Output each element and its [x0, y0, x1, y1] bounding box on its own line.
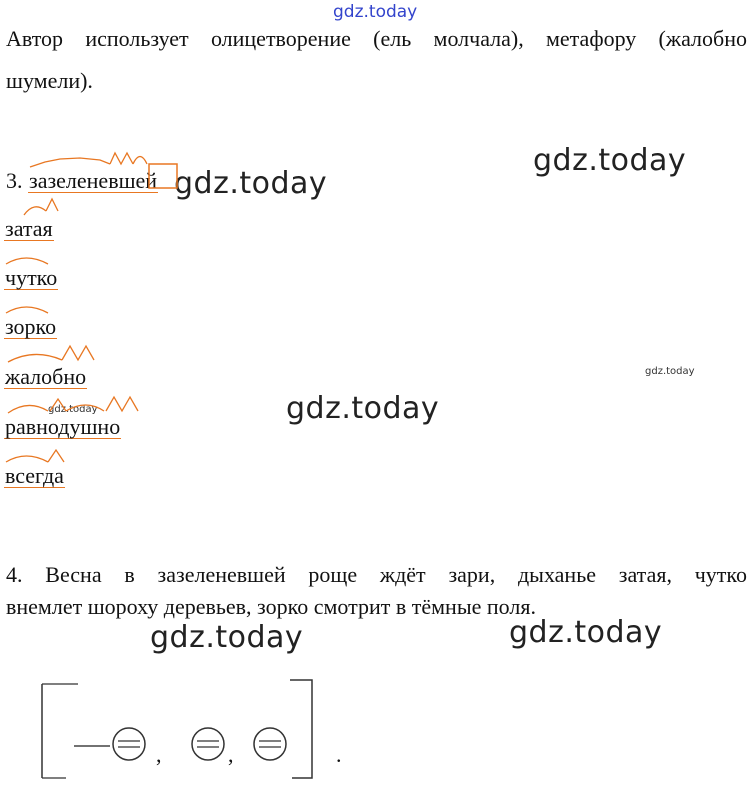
task-number: 3.	[6, 168, 23, 193]
intro-paragraph	[6, 28, 747, 50]
morpheme-marks-word-2	[0, 195, 80, 225]
watermark: gdz.today	[533, 143, 687, 178]
morpheme-marks-word-1	[0, 145, 200, 195]
parsed-word: равнодушно	[5, 414, 121, 439]
scheme-comma: ,	[228, 742, 234, 767]
morpheme-marks-word-7	[0, 444, 90, 474]
watermark: gdz.today	[509, 615, 663, 650]
task4-paragraph	[6, 564, 747, 586]
parsed-word: зорко	[5, 314, 57, 339]
intro-line-1: Автор использует олицетворение (ель молчала), метафору (жалобно	[6, 26, 747, 51]
morpheme-marks-word-4	[0, 295, 80, 325]
scheme-comma: ,	[156, 742, 162, 767]
intro-line-2: шумели).	[6, 68, 93, 93]
watermark: gdz.today	[286, 391, 440, 426]
watermark: gdz.today	[174, 166, 328, 201]
parsed-word: затая	[5, 216, 53, 241]
task4-line-2: внемлет шороху деревьев, зорко смотрит в тёмные поля.	[6, 594, 536, 619]
task4-line-1: 4. Весна в зазеленевшей роще ждёт зари, дыханье затая, чутко	[6, 562, 747, 587]
watermark: gdz.today	[333, 2, 418, 22]
parsed-word: жалобно	[5, 364, 87, 389]
parsed-word: чутко	[5, 265, 58, 290]
morpheme-marks-word-5	[0, 342, 110, 372]
morpheme-marks-word-3	[0, 246, 80, 276]
watermark: gdz.today	[150, 620, 304, 655]
morpheme-marks-word-6	[0, 393, 150, 423]
watermark: gdz.today	[645, 366, 695, 377]
scheme-period: .	[336, 742, 342, 767]
parsed-word: зазеленевшей	[29, 168, 158, 193]
sentence-scheme	[30, 670, 360, 790]
watermark: gdz.today	[48, 404, 98, 415]
parsed-word: всегда	[5, 463, 64, 488]
